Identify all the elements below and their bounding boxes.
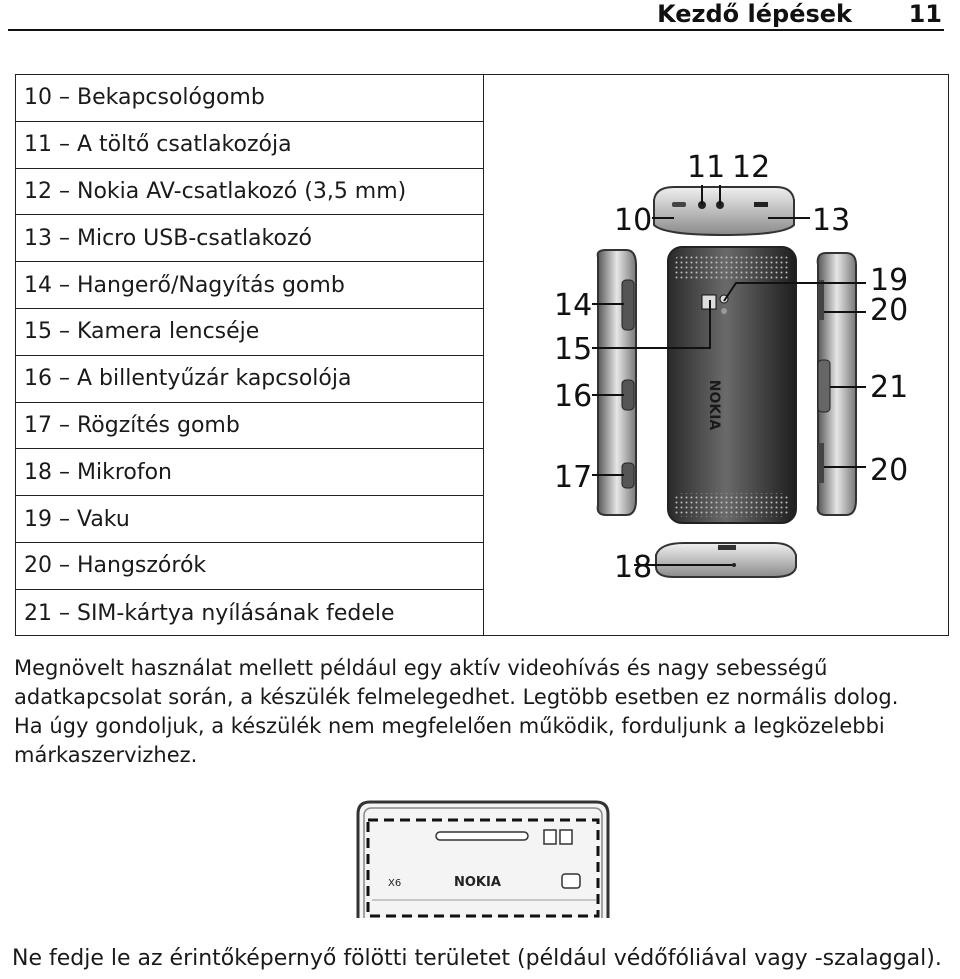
figure-caption: Ne fedje le az érintőképernyő fölötti területet (például védőfóliával vagy -szalaggal). (12, 946, 942, 971)
label-17: 17 (554, 460, 593, 495)
model-text: X6 (388, 878, 402, 889)
body-line-4: márkaszervizhez. (14, 743, 198, 767)
label-11: 11 (687, 150, 726, 185)
header-divider (8, 29, 944, 31)
body-line-1: Megnövelt használat mellett például egy aktív videohívás és nagy sebességű (14, 656, 828, 680)
body-line-2: adatkapcsolat során, a készülék felmelegedhet. Legtöbb esetben ez normális dolog. (14, 685, 899, 709)
legend-item-19: 19 – Vaku (16, 496, 483, 543)
legend-item-14: 14 – Hangerő/Nagyítás gomb (16, 262, 483, 309)
phone-top-view (654, 187, 794, 235)
label-13: 13 (812, 203, 851, 238)
menu-key-icon (562, 874, 580, 888)
page-number: 11 (908, 0, 942, 28)
section-title: Kezdő lépések (657, 0, 852, 28)
body-paragraph (14, 654, 954, 770)
page-header (0, 0, 952, 28)
label-20-lower: 20 (870, 453, 909, 488)
legend-item-11: 11 – A töltő csatlakozója (16, 122, 483, 169)
label-19: 19 (870, 263, 909, 298)
body-line-3: Ha úgy gondoljuk, a készülék nem megfelelően működik, forduljunk a legközelebbi (14, 714, 885, 738)
back-brand-text: NOKIA (706, 379, 722, 431)
legend-item-13: 13 – Micro USB-csatlakozó (16, 215, 483, 262)
parts-legend (16, 75, 484, 635)
label-16: 16 (554, 379, 593, 414)
legend-item-21: 21 – SIM-kártya nyílásának fedele (24, 600, 395, 626)
screen-top-illustration (356, 800, 610, 918)
label-15: 15 (554, 332, 593, 367)
legend-item-12: 12 – Nokia AV-csatlakozó (3,5 mm) (16, 169, 483, 216)
legend-item-18: 18 – Mikrofon (16, 449, 483, 496)
label-12: 12 (732, 150, 771, 185)
label-10: 10 (614, 203, 653, 238)
phone-right-side-view (818, 253, 856, 515)
legend-item-15: 15 – Kamera lencséje (16, 309, 483, 356)
legend-item-10: 10 – Bekapcsológomb (16, 75, 483, 122)
screen-brand-text: NOKIA (454, 875, 501, 890)
phone-bottom-view (656, 543, 796, 577)
legend-item-16: 16 – A billentyűzár kapcsolója (16, 356, 483, 403)
label-18: 18 (614, 550, 653, 585)
phone-illustration (484, 75, 948, 635)
legend-item-17: 17 – Rögzítés gomb (16, 403, 483, 450)
label-20-upper: 20 (870, 293, 909, 328)
label-14: 14 (554, 288, 593, 323)
label-21: 21 (870, 370, 909, 405)
legend-item-20: 20 – Hangszórók (16, 543, 483, 590)
phone-parts-figure (15, 74, 949, 636)
